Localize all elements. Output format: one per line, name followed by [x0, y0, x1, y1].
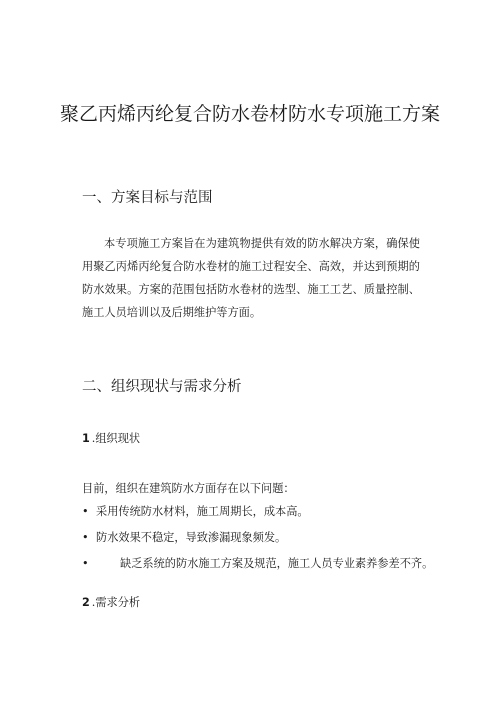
- document-title: 聚乙丙烯丙纶复合防水卷材防水专项施工方案: [59, 103, 440, 125]
- bullet-icon: •: [82, 531, 89, 544]
- subsection-title: .组织现状: [91, 432, 141, 445]
- list-item-text: 缺乏系统的防水施工方案及规范，施工人员专业素养参差不齐。: [120, 557, 434, 570]
- list-item: [82, 529, 286, 545]
- subsection-heading-status: [82, 430, 140, 446]
- subsection-number: 2: [82, 596, 90, 609]
- subsection-number: 1: [82, 432, 90, 445]
- status-intro-text: 目前，组织在建筑防水方面存在以下问题：: [82, 482, 295, 495]
- subsection-title: .需求分析: [91, 596, 141, 609]
- list-item-text: 采用传统防水材料，施工周期长，成本高。: [96, 505, 309, 518]
- bullet-icon: •: [82, 557, 89, 570]
- section-heading-analysis: 二、组织现状与需求分析: [82, 379, 242, 395]
- subsection-heading-needs: [82, 594, 140, 610]
- section-heading-goals: 一、方案目标与范围: [82, 190, 213, 206]
- bullet-icon: •: [82, 505, 89, 518]
- list-item: [82, 503, 309, 519]
- section-goals-paragraph: 本专项施工方案旨在为建筑物提供有效的防水解决方案，确保使用聚乙丙烯丙纶复合防水卷材的施工过程安全、高效，并达到预期的防水效果。方案的范围包括防水卷材的选型、施工工艺、质量控制、施工人员培训以及后期维护等方面。: [82, 237, 420, 319]
- list-item: [82, 555, 433, 571]
- list-item-text: 防水效果不稳定，导致渗漏现象频发。: [96, 531, 287, 544]
